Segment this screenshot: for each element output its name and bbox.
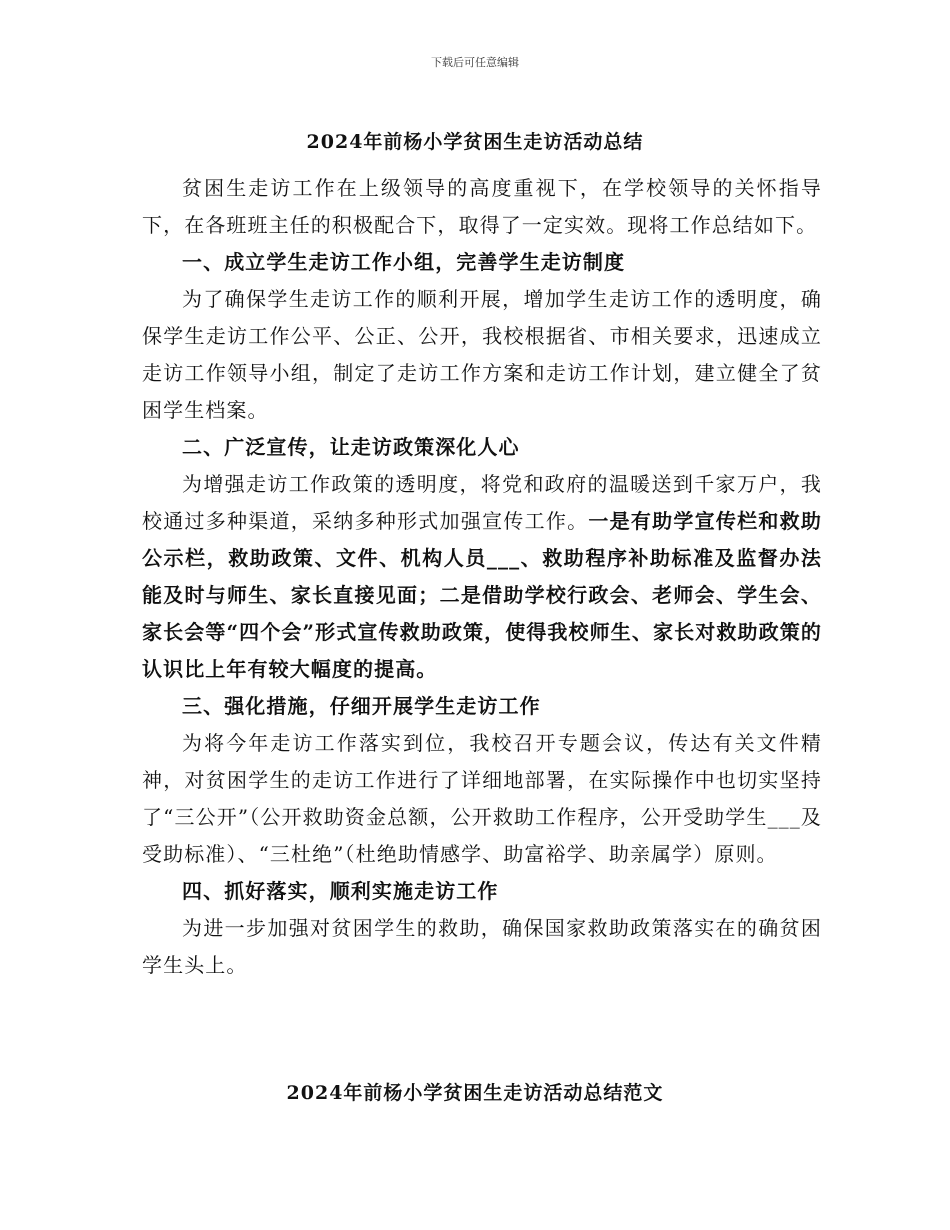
section-paragraph-4: 为进一步加强对贫困学生的救助，确保国家救助政策落实在的确贫困学生头上。: [142, 916, 822, 977]
document-title: 2024年前杨小学贫困生走访活动总结: [306, 131, 644, 153]
section-paragraph-3: 为将今年走访工作落实到位，我校召开专题会议，传达有关文件精神，对贫困学生的走访工作进行了详细地部署，在实际操作中也切实坚持了“三公开”（公开救助资金总额，公开救助工作程序，公开受助学生___及受助标准）、“三杜绝”（杜绝助情感学、助富裕学、助亲属学）原则。: [142, 731, 822, 866]
section-heading-4: 四、抓好落实，顺利实施走访工作: [182, 879, 499, 903]
next-document-title: 2024年前杨小学贫困生走访活动总结范文: [286, 1082, 664, 1104]
section-heading-3: 三、强化措施，仔细开展学生走访工作: [182, 694, 541, 718]
section-2-bold-text: 一是有助学宣传栏和救助公示栏，救助政策、文件、机构人员___、救助程序补助标准及监督办法能及时与师生、家长直接见面；二是借助学校行政会、老师会、学生会、家长会等“四个会”形式宣传救助政策，使得我校师生、家长对救助政策的认识比上年有较大幅度的提高。: [142, 509, 822, 681]
section-paragraph-1: 为了确保学生走访工作的顺利开展，增加学生走访工作的透明度，确保学生走访工作公平、公正、公开，我校根据省、市相关要求，迅速成立走访工作领导小组，制定了走访工作方案和走访工作计划，建立健全了贫困学生档案。: [142, 287, 822, 422]
section-2-text: 为增强走访工作政策的透明度，将党和政府的温暖送到千家万户，我校通过多种渠道，采纳多种形式加强宣传工作。: [142, 472, 822, 533]
section-paragraph-2: [142, 466, 822, 688]
section-heading-1: 一、成立学生走访工作小组，完善学生走访制度: [182, 250, 626, 274]
section-heading-2: 二、广泛宣传，让走访政策深化人心: [182, 435, 520, 459]
page-header-note: 下载后可任意编辑: [431, 56, 519, 69]
document-body: [142, 170, 822, 984]
intro-paragraph: 贫困生走访工作在上级领导的高度重视下，在学校领导的关怀指导下，在各班班主任的积极配合下，取得了一定实效。现将工作总结如下。: [142, 176, 822, 237]
